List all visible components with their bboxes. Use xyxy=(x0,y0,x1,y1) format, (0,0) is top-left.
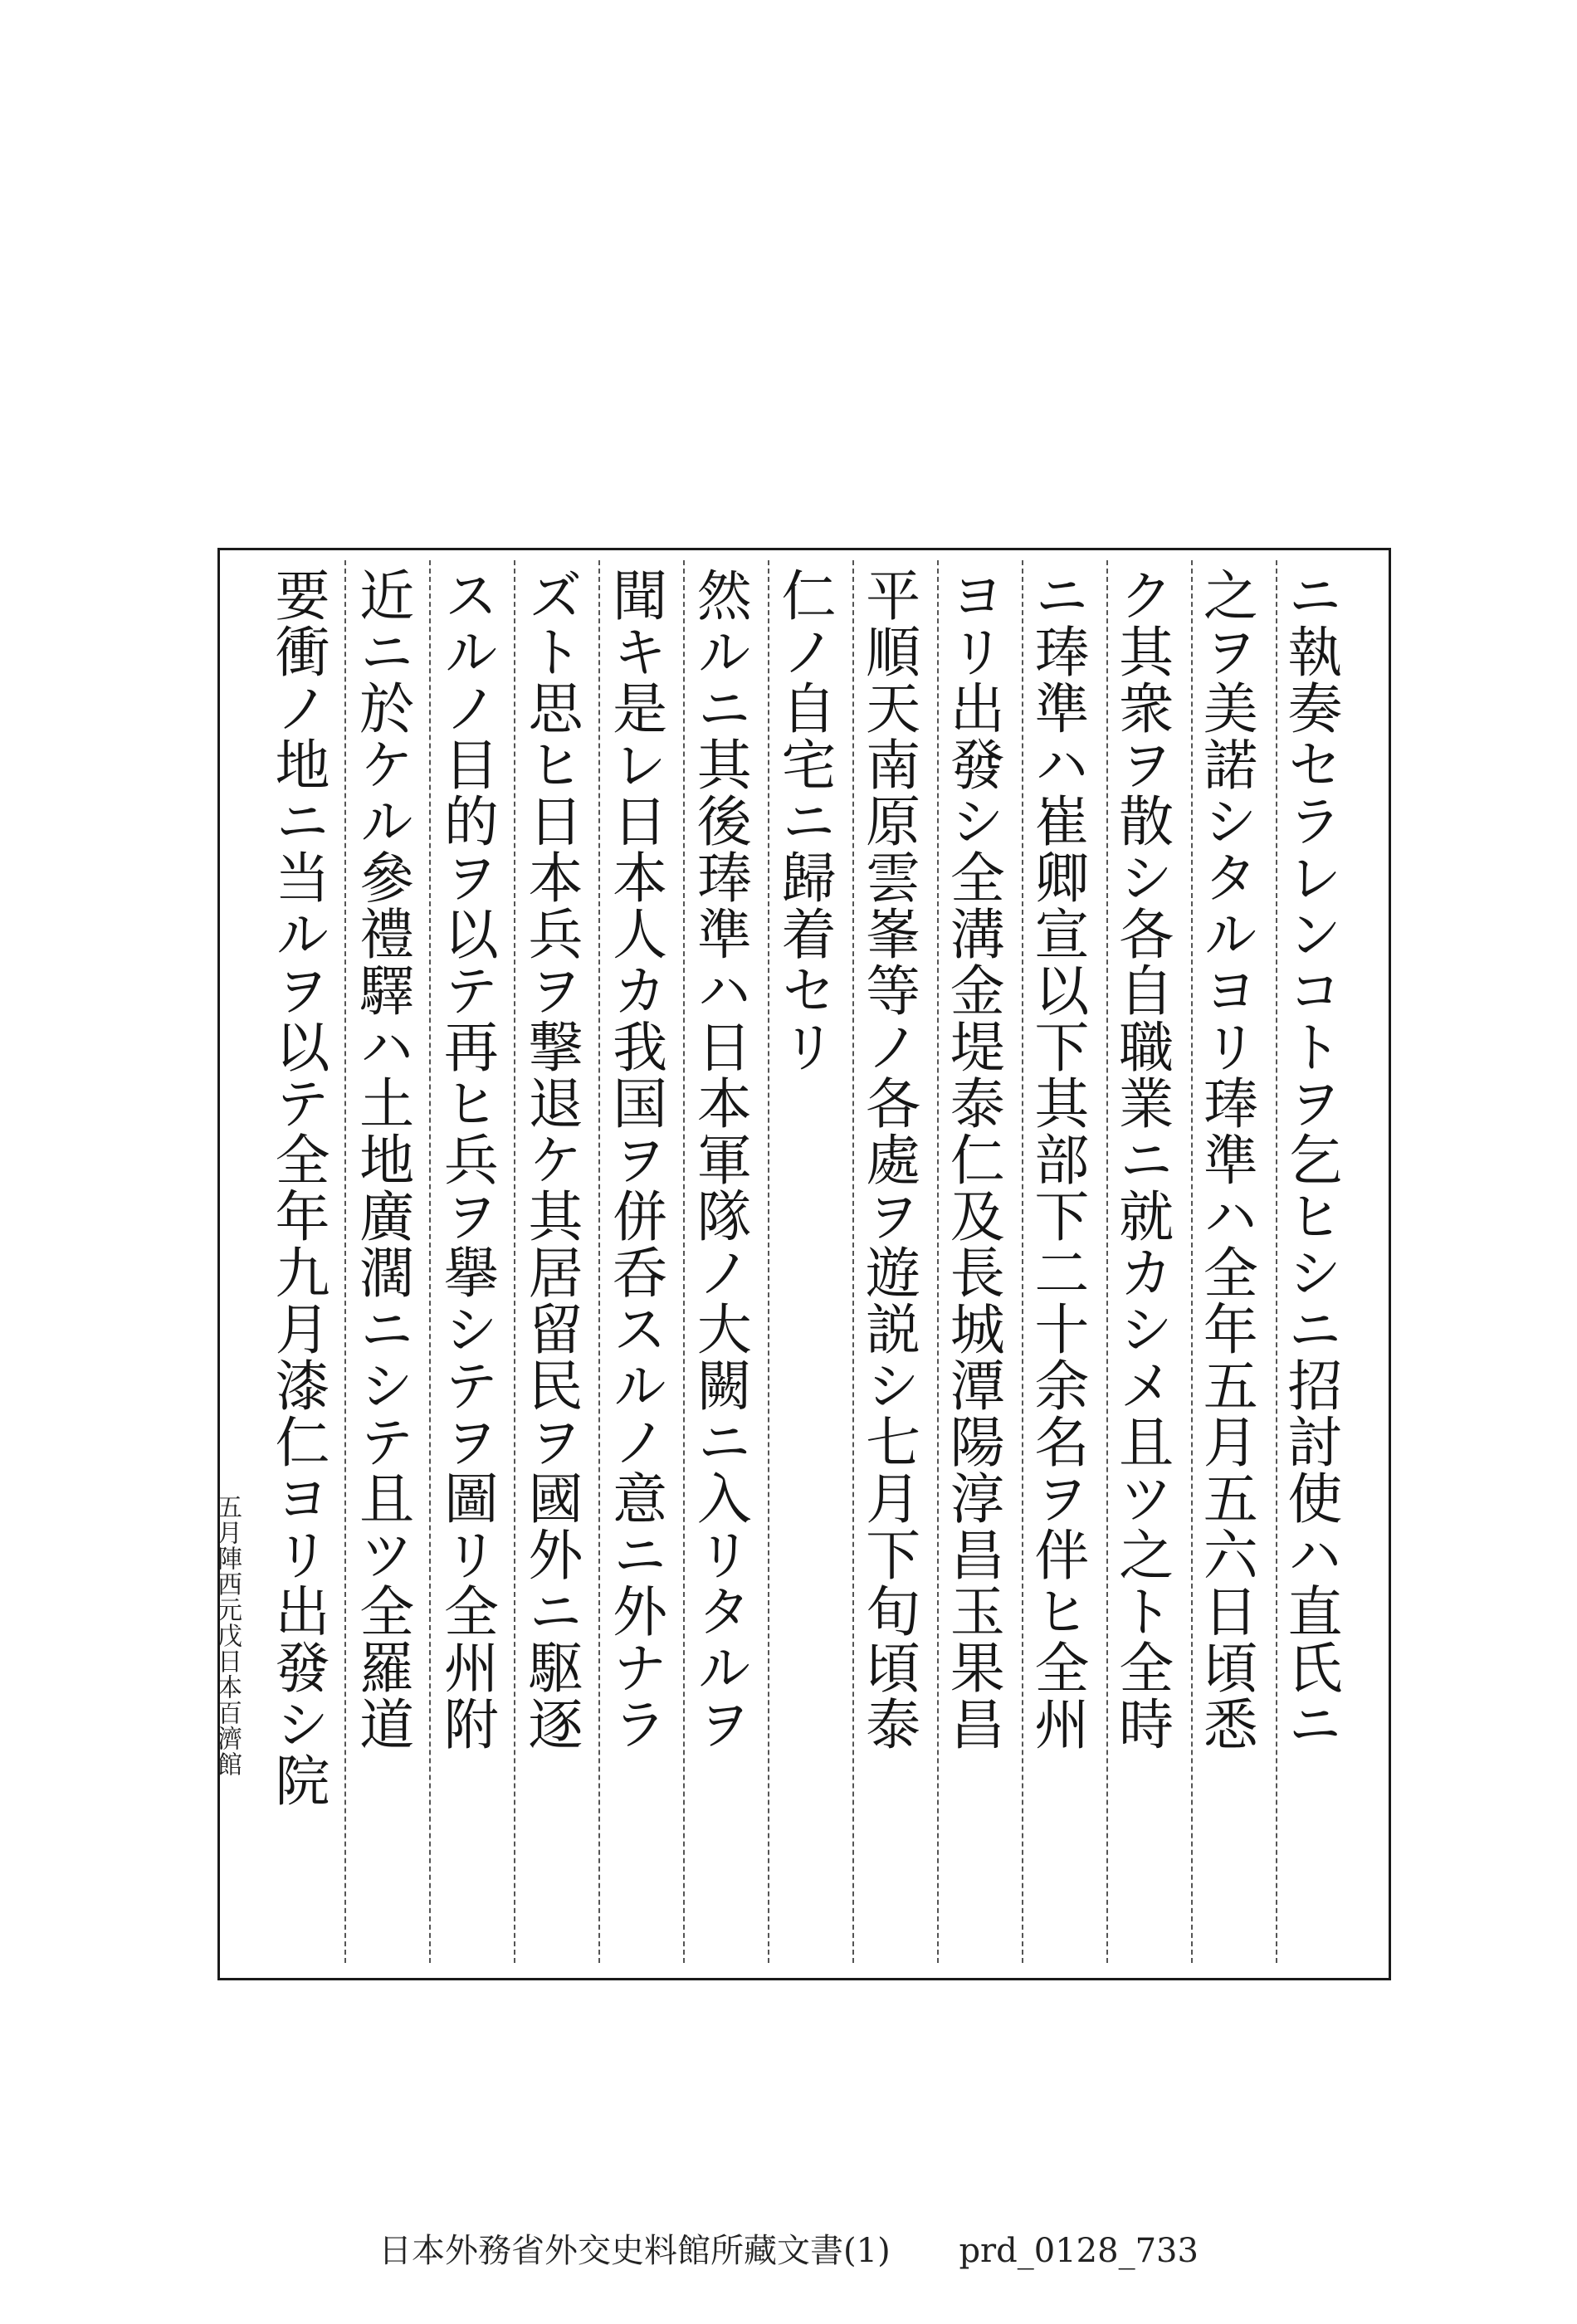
text-column-1 xyxy=(1272,567,1347,1950)
text-column-3 xyxy=(1104,567,1179,1950)
margin-stamp: 五月陣西元戊日本百濟館 xyxy=(212,1494,242,1777)
page-footer xyxy=(0,2224,1577,2272)
manuscript-frame xyxy=(217,548,1391,1980)
text-column-8 xyxy=(681,567,756,1950)
column-text: 要衝ノ地ニ当ルヲ以テ全年九月漆仁ヨリ出發シ院 xyxy=(266,567,330,1809)
text-columns xyxy=(260,567,1347,1950)
text-column-10 xyxy=(513,567,588,1950)
column-text: 仁ノ自宅ニ歸着セリ xyxy=(771,567,836,1075)
archive-label: 日本外務省外交史料館所藏文書(1) xyxy=(378,2232,891,2270)
column-text: 之ヲ美諾シタルヨリ琫準ハ全年五月五六日頃悉 xyxy=(1194,567,1258,1752)
text-column-11 xyxy=(428,567,503,1950)
column-text: 聞キ是レ日本人カ我国ヲ併呑スルノ意ニ外ナラ xyxy=(603,567,667,1752)
column-text: ズト思ヒ日本兵ヲ撃退ケ其居留民ヲ國外ニ駆逐 xyxy=(518,567,583,1752)
column-text: ヨリ出發シ全溝金堤泰仁及長城潭陽淳昌玉果昌 xyxy=(940,567,1005,1752)
column-text: 近ニ於ケル參禮驛ハ土地廣濶ニシテ且ツ全羅道 xyxy=(349,567,414,1752)
column-text: ク其衆ヲ散シ各自職業ニ就カシメ且ツ之ト全時 xyxy=(1109,567,1174,1752)
text-column-5 xyxy=(935,567,1009,1950)
column-text: ニ琫準ハ崔卿宣以下其部下二十余名ヲ伴ヒ全州 xyxy=(1024,567,1089,1752)
text-column-12 xyxy=(344,567,419,1950)
text-column-13 xyxy=(260,567,334,1950)
text-column-9 xyxy=(598,567,672,1950)
text-column-6 xyxy=(851,567,925,1950)
column-text: スルノ目的ヲ以テ再ヒ兵ヲ擧シテヲ圖リ全州附 xyxy=(434,567,499,1752)
text-column-7 xyxy=(766,567,841,1950)
text-column-4 xyxy=(1019,567,1094,1950)
column-text: 然ルニ其後琫準ハ日本軍隊ノ大闕ニ入リタルヲ xyxy=(687,567,752,1752)
column-text: ニ執奏セラレンコトヲ乞ヒシニ招討使ハ直氏ニ xyxy=(1277,567,1342,1752)
column-text: 平順天南原雲峯等ノ各處ヲ遊説シ七月下旬頃泰 xyxy=(856,567,920,1752)
text-column-2 xyxy=(1188,567,1262,1950)
document-id: prd_0128_733 xyxy=(959,2232,1199,2270)
